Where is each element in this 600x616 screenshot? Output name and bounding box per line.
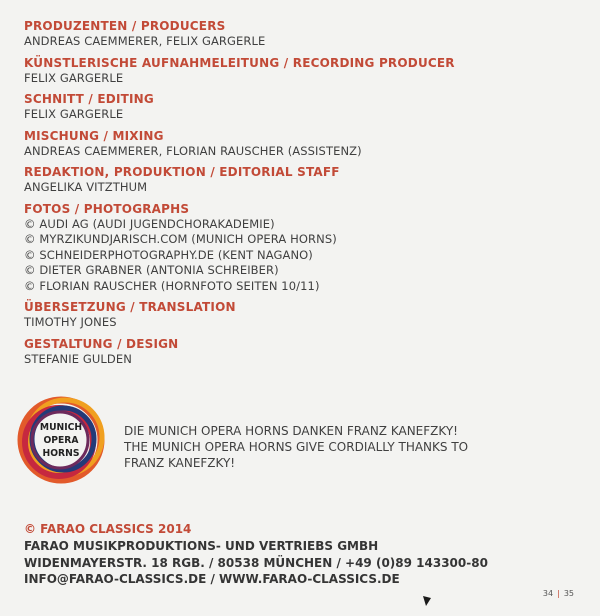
logo-text-line: MUNICH <box>39 421 83 434</box>
publisher-contact: INFO@FARAO-CLASSICS.DE / WWW.FARAO-CLASSICS.DE <box>24 572 400 586</box>
credit-role: GESTALTUNG / DESIGN <box>24 336 179 351</box>
credits-list <box>24 18 584 367</box>
credit-names <box>24 144 584 160</box>
page-number-separator: | <box>557 589 560 598</box>
credit-editing <box>24 91 584 123</box>
credit-name: © MYRZIKUNDJARISCH.COM (MUNICH OPERA HORNS) <box>24 232 337 246</box>
publisher-name: FARAO MUSIKPRODUKTIONS- UND VERTRIEBS GMBH <box>24 539 379 553</box>
credit-role: PRODUZENTEN / PRODUCERS <box>24 19 226 33</box>
publisher-address: WIDENMAYERSTR. 18 RGB. / 80538 MÜNCHEN / +49 (0)89 143300-80 <box>24 555 488 570</box>
credit-name: TIMOTHY JONES <box>24 315 117 329</box>
copyright-notice: © FARAO CLASSICS 2014 <box>24 522 192 536</box>
credit-names <box>24 180 584 196</box>
credit-mixing <box>24 128 584 160</box>
credit-name: © AUDI AG (AUDI JUGENDCHORAKADEMIE) <box>24 216 275 231</box>
credit-role: SCHNITT / EDITING <box>24 92 154 106</box>
thanks-message <box>124 423 564 471</box>
credit-names <box>24 217 584 295</box>
credit-names <box>24 352 584 368</box>
publisher-info <box>24 521 488 588</box>
credit-name: ANGELIKA VITZTHUM <box>24 180 148 194</box>
credit-design <box>24 336 584 368</box>
credit-name: ANDREAS CAEMMERER, FELIX GARGERLE <box>24 34 266 48</box>
credit-role: REDAKTION, PRODUKTION / EDITORIAL STAFF <box>24 165 340 179</box>
munich-opera-horns-logo <box>13 392 109 488</box>
credit-name: © FLORIAN RAUSCHER (HORNFOTO SEITEN 10/11) <box>24 278 320 293</box>
credit-role: ÜBERSETZUNG / TRANSLATION <box>24 300 236 314</box>
credit-editorial-staff <box>24 164 584 196</box>
page-number-left: 34 <box>542 589 554 598</box>
credit-names <box>24 71 584 87</box>
credit-names <box>24 315 584 331</box>
credit-translation <box>24 299 584 331</box>
credit-name: FELIX GARGERLE <box>24 70 124 85</box>
logo-text-line: HORNS <box>42 447 80 460</box>
credit-name: FELIX GARGERLE <box>24 107 124 121</box>
credit-names <box>24 34 584 50</box>
credit-name: STEFANIE GULDEN <box>24 351 132 366</box>
thanks-line: THE MUNICH OPERA HORNS GIVE CORDIALLY THANKS TO <box>124 440 469 454</box>
credit-recording-producer <box>24 55 584 87</box>
page-numbers <box>543 589 574 598</box>
credit-name: © DIETER GRABNER (ANTONIA SCHREIBER) <box>24 263 279 277</box>
thanks-line: DIE MUNICH OPERA HORNS DANKEN FRANZ KANEFZKY! <box>124 424 458 438</box>
credit-role: FOTOS / PHOTOGRAPHS <box>24 201 190 216</box>
credit-name: ANDREAS CAEMMERER, FLORIAN RAUSCHER (ASSISTENZ) <box>24 143 362 158</box>
page-number-right: 35 <box>563 589 574 598</box>
credit-producers <box>24 18 584 50</box>
scan-speck-icon <box>423 596 431 606</box>
credit-name: © SCHNEIDERPHOTOGRAPHY.DE (KENT NAGANO) <box>24 247 313 262</box>
credit-photographs <box>24 201 584 295</box>
thanks-line: FRANZ KANEFZKY! <box>124 456 236 470</box>
credit-role: MISCHUNG / MIXING <box>24 128 164 143</box>
credit-names <box>24 107 584 123</box>
logo-emblem <box>13 392 109 488</box>
credit-role: KÜNSTLERISCHE AUFNAHMELEITUNG / RECORDING PRODUCER <box>24 55 455 70</box>
logo-text-line: OPERA <box>43 434 79 447</box>
